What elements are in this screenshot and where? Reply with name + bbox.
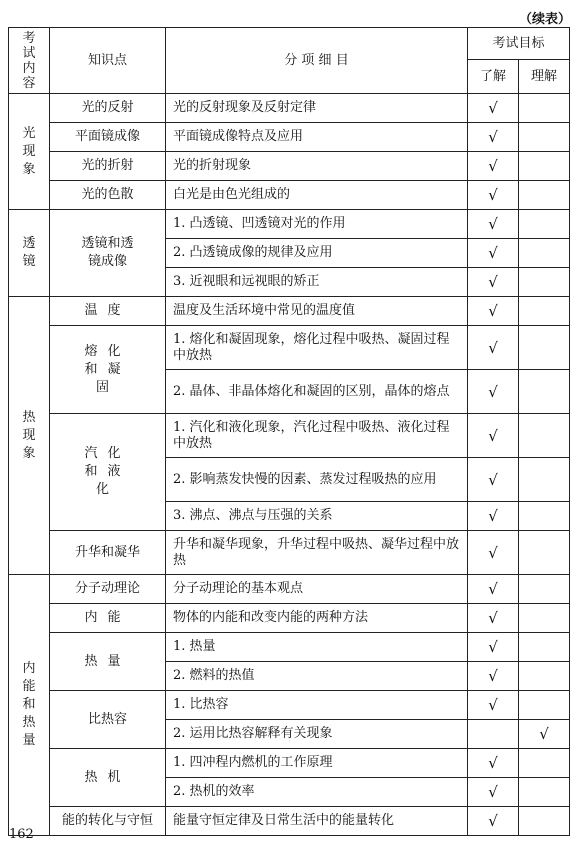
understand-mark: √ — [468, 268, 519, 297]
understand-mark: √ — [468, 152, 519, 181]
understand-mark: √ — [468, 326, 519, 370]
header-understand: 了解 — [468, 60, 519, 94]
continued-label: （续表） — [518, 12, 571, 27]
knowledge-point: 光的折射 — [50, 152, 166, 181]
detail-cell: 3. 沸点、沸点与压强的关系 — [166, 502, 468, 531]
detail-cell: 2. 燃料的热值 — [166, 662, 468, 691]
comprehend-mark — [519, 458, 570, 502]
comprehend-mark — [519, 749, 570, 778]
understand-mark: √ — [468, 531, 519, 575]
understand-mark: √ — [468, 575, 519, 604]
knowledge-point: 汽化和液化 — [50, 414, 166, 531]
detail-cell: 1. 比热容 — [166, 691, 468, 720]
knowledge-point: 光的反射 — [50, 94, 166, 123]
category-heat: 热现象 — [9, 297, 50, 575]
header-knowledge: 知识点 — [50, 28, 166, 94]
detail-cell: 2. 凸透镜成像的规律及应用 — [166, 239, 468, 268]
detail-cell: 2. 运用比热容解释有关现象 — [166, 720, 468, 749]
page-number: 162 — [9, 827, 34, 842]
comprehend-mark — [519, 502, 570, 531]
detail-cell: 升华和凝华现象，升华过程中吸热、凝华过程中放热 — [166, 531, 468, 575]
detail-cell: 2. 热机的效率 — [166, 778, 468, 807]
header-category: 考试内容 — [9, 28, 50, 94]
comprehend-mark — [519, 94, 570, 123]
understand-mark: √ — [468, 778, 519, 807]
comprehend-mark — [519, 297, 570, 326]
exam-syllabus-table — [8, 27, 570, 836]
detail-cell: 平面镜成像特点及应用 — [166, 123, 468, 152]
comprehend-mark: √ — [519, 720, 570, 749]
knowledge-point: 分子动理论 — [50, 575, 166, 604]
understand-mark: √ — [468, 414, 519, 458]
comprehend-mark — [519, 326, 570, 370]
comprehend-mark — [519, 123, 570, 152]
detail-cell: 1. 凸透镜、凹透镜对光的作用 — [166, 210, 468, 239]
knowledge-point: 比热容 — [50, 691, 166, 749]
category-lens: 透镜 — [9, 210, 50, 297]
detail-cell: 1. 汽化和液化现象，汽化过程中吸热、液化过程中放热 — [166, 414, 468, 458]
knowledge-point: 温度 — [50, 297, 166, 326]
header-target: 考试目标 — [468, 28, 570, 60]
comprehend-mark — [519, 152, 570, 181]
understand-mark: √ — [468, 662, 519, 691]
knowledge-point: 光的色散 — [50, 181, 166, 210]
detail-cell: 光的反射现象及反射定律 — [166, 94, 468, 123]
comprehend-mark — [519, 633, 570, 662]
detail-cell: 3. 近视眼和远视眼的矫正 — [166, 268, 468, 297]
knowledge-point: 平面镜成像 — [50, 123, 166, 152]
knowledge-point: 能的转化与守恒 — [50, 807, 166, 836]
comprehend-mark — [519, 268, 570, 297]
understand-mark: √ — [468, 807, 519, 836]
detail-cell: 1. 熔化和凝固现象，熔化过程中吸热、凝固过程中放热 — [166, 326, 468, 370]
detail-cell: 能量守恒定律及日常生活中的能量转化 — [166, 807, 468, 836]
comprehend-mark — [519, 414, 570, 458]
knowledge-point: 透镜和透镜成像 — [50, 210, 166, 297]
knowledge-point: 升华和凝华 — [50, 531, 166, 575]
detail-cell: 1. 热量 — [166, 633, 468, 662]
understand-mark: √ — [468, 691, 519, 720]
comprehend-mark — [519, 604, 570, 633]
category-internal-energy: 内能和热量 — [9, 575, 50, 836]
understand-mark: √ — [468, 370, 519, 414]
detail-cell: 白光是由色光组成的 — [166, 181, 468, 210]
understand-mark: √ — [468, 210, 519, 239]
detail-cell: 光的折射现象 — [166, 152, 468, 181]
detail-cell: 1. 四冲程内燃机的工作原理 — [166, 749, 468, 778]
comprehend-mark — [519, 181, 570, 210]
understand-mark: √ — [468, 239, 519, 268]
comprehend-mark — [519, 210, 570, 239]
detail-cell: 2. 晶体、非晶体熔化和凝固的区别，晶体的熔点 — [166, 370, 468, 414]
detail-cell: 温度及生活环境中常见的温度值 — [166, 297, 468, 326]
understand-mark: √ — [468, 297, 519, 326]
comprehend-mark — [519, 531, 570, 575]
comprehend-mark — [519, 807, 570, 836]
comprehend-mark — [519, 575, 570, 604]
comprehend-mark — [519, 239, 570, 268]
knowledge-point: 熔化和凝固 — [50, 326, 166, 414]
understand-mark — [468, 720, 519, 749]
comprehend-mark — [519, 662, 570, 691]
understand-mark: √ — [468, 502, 519, 531]
comprehend-mark — [519, 778, 570, 807]
header-detail: 分 项 细 目 — [166, 28, 468, 94]
understand-mark: √ — [468, 749, 519, 778]
detail-cell: 物体的内能和改变内能的两种方法 — [166, 604, 468, 633]
knowledge-point: 内能 — [50, 604, 166, 633]
understand-mark: √ — [468, 123, 519, 152]
understand-mark: √ — [468, 94, 519, 123]
comprehend-mark — [519, 370, 570, 414]
detail-cell: 2. 影响蒸发快慢的因素、蒸发过程吸热的应用 — [166, 458, 468, 502]
comprehend-mark — [519, 691, 570, 720]
category-light: 光现象 — [9, 94, 50, 210]
understand-mark: √ — [468, 604, 519, 633]
knowledge-point: 热量 — [50, 633, 166, 691]
knowledge-point: 热机 — [50, 749, 166, 807]
detail-cell: 分子动理论的基本观点 — [166, 575, 468, 604]
understand-mark: √ — [468, 633, 519, 662]
understand-mark: √ — [468, 458, 519, 502]
understand-mark: √ — [468, 181, 519, 210]
header-comprehend: 理解 — [519, 60, 570, 94]
